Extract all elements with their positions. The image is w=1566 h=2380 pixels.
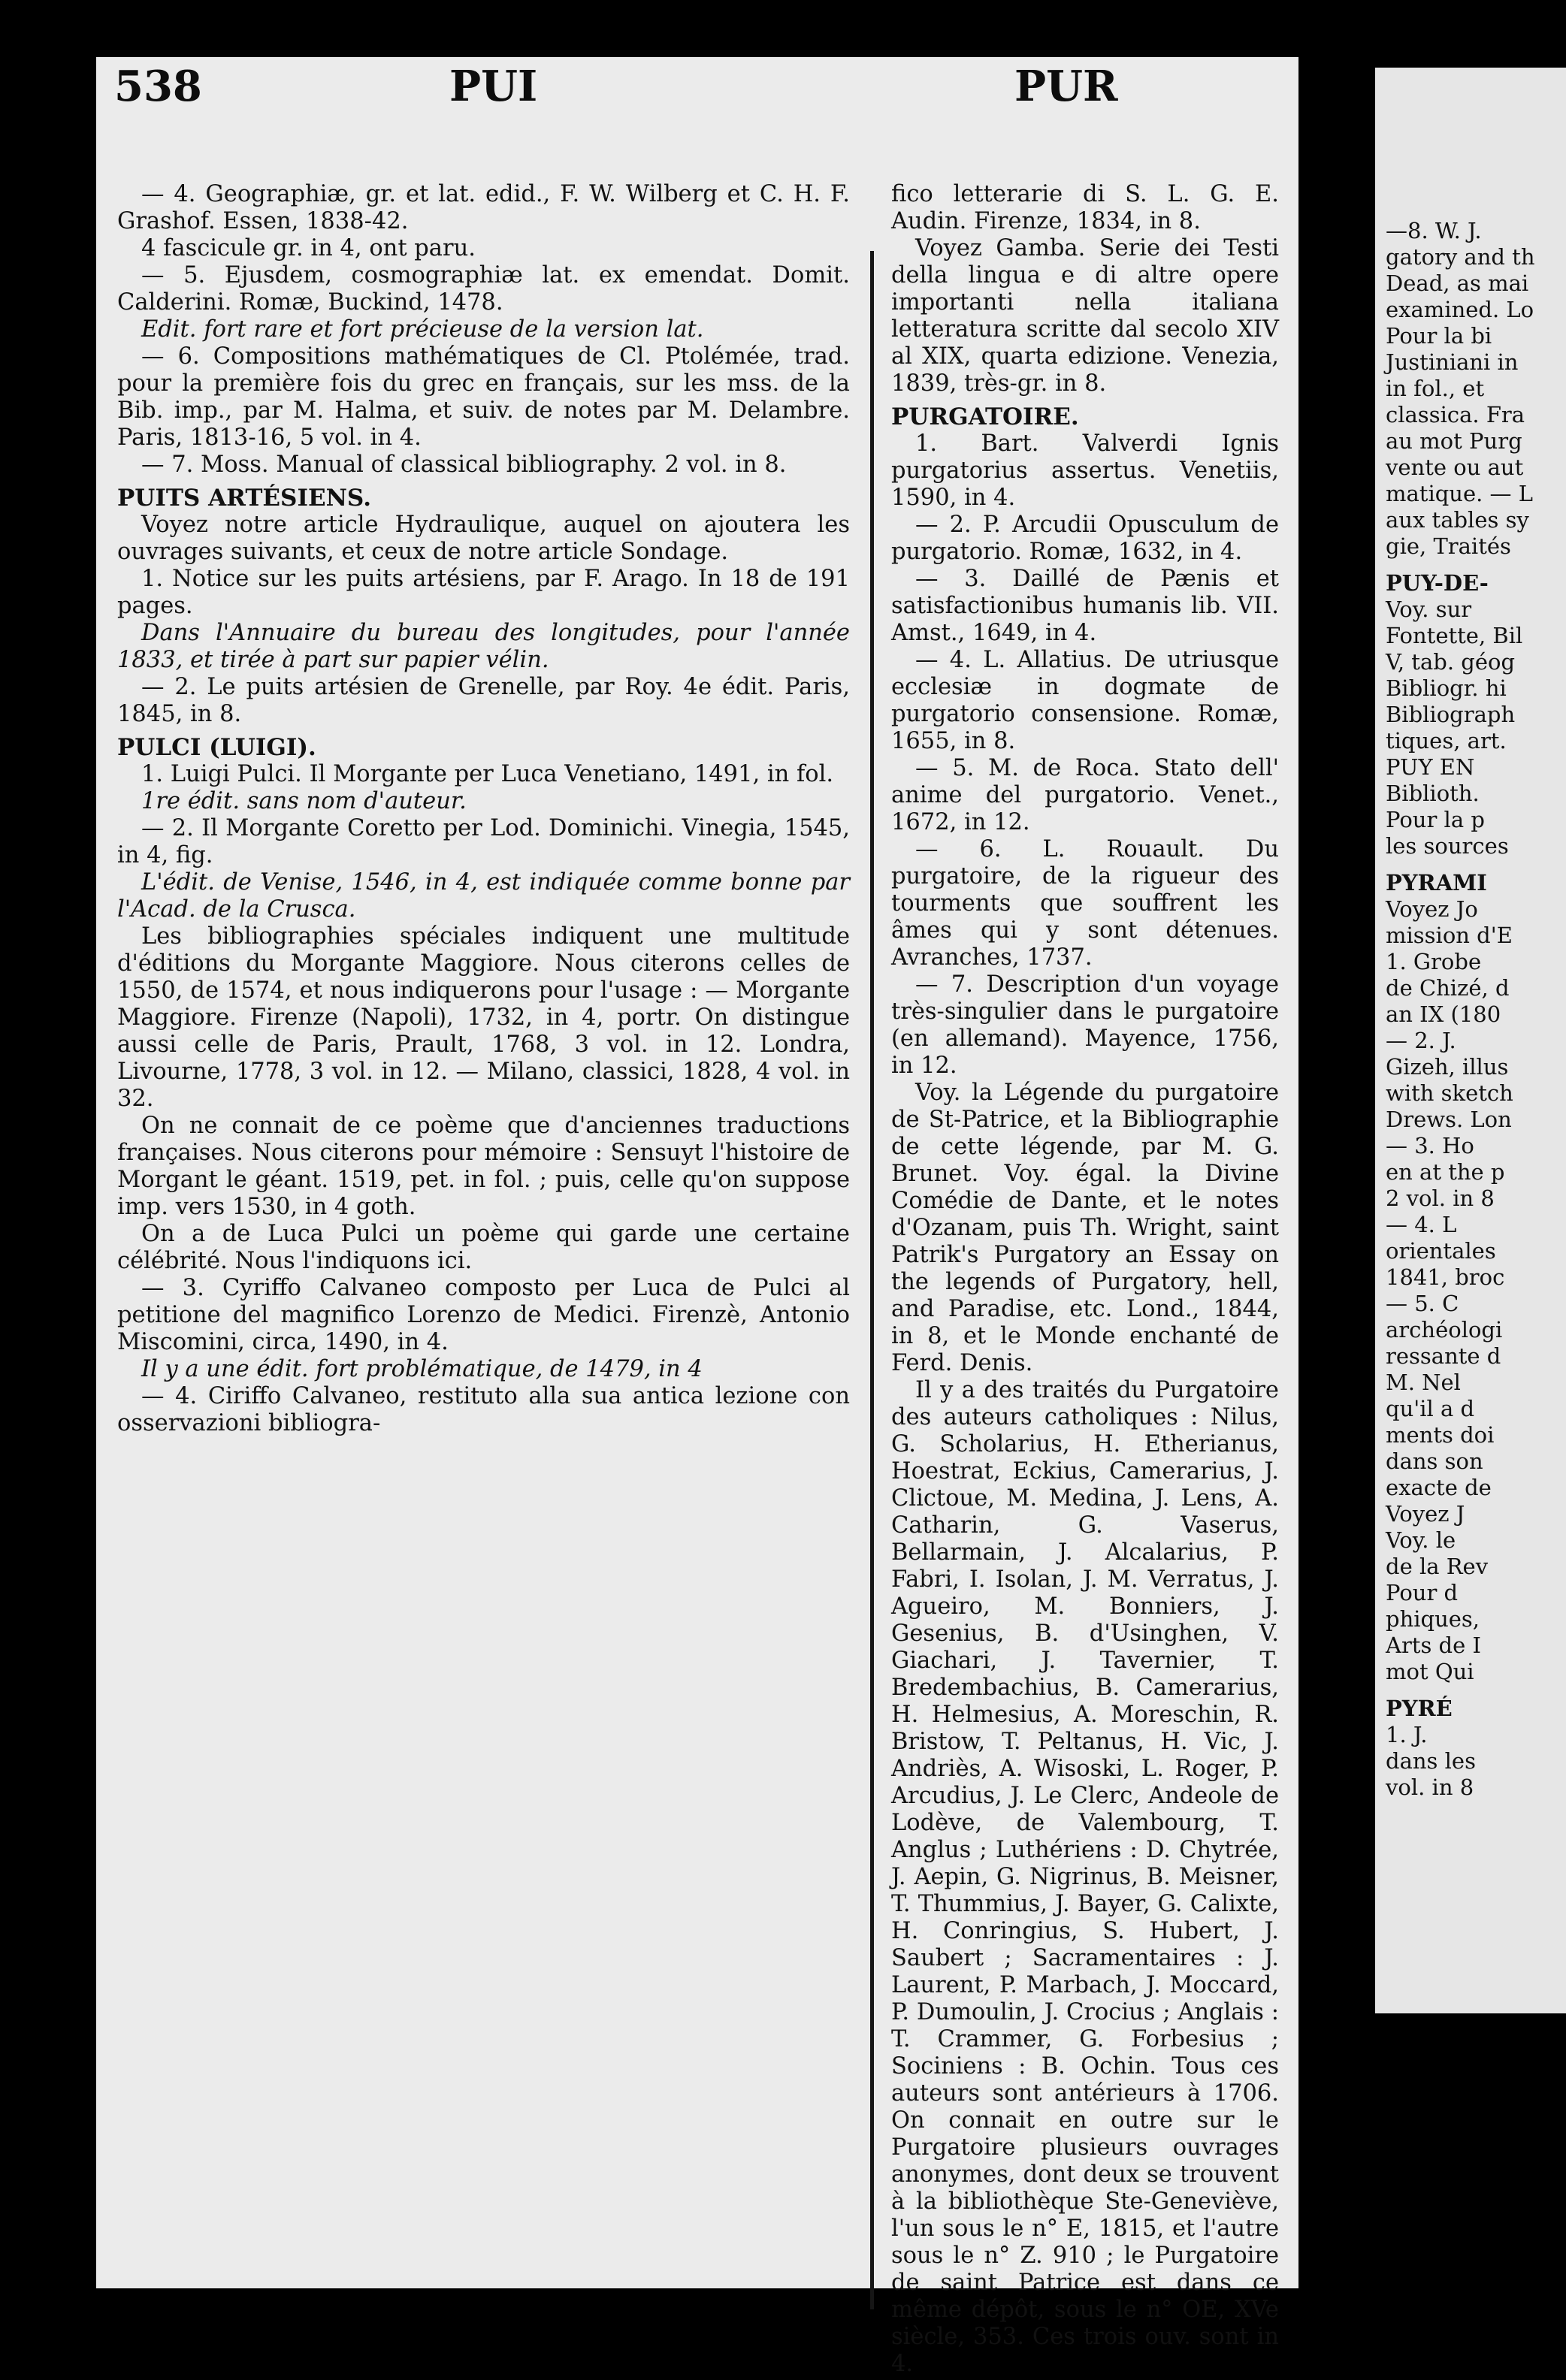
adjacent-page-line: Voy. le bbox=[1386, 1527, 1456, 1553]
adjacent-page-line: V, tab. géog bbox=[1386, 649, 1516, 675]
adjacent-page-line: exacte de bbox=[1386, 1475, 1492, 1500]
adjacent-page-line: Pour la p bbox=[1386, 807, 1485, 832]
adjacent-page-line: aux tables sy bbox=[1386, 507, 1529, 533]
adjacent-page-line: gatory and th bbox=[1386, 244, 1535, 270]
adjacent-page-line: de Chizé, d bbox=[1386, 975, 1510, 1001]
adjacent-page-line: Gizeh, illus bbox=[1386, 1054, 1509, 1080]
adjacent-page-line: Dead, as mai bbox=[1386, 270, 1529, 296]
adjacent-page-line: en at the p bbox=[1386, 1159, 1505, 1185]
adjacent-page-line: classica. Fra bbox=[1386, 402, 1525, 427]
adjacent-page-line: ments doi bbox=[1386, 1422, 1495, 1448]
entry-paragraph: Edit. fort rare et fort précieuse de la version lat. bbox=[141, 316, 704, 343]
entry-paragraph: Voy. la Légende du purgatoire de St-Patrice, et la Bibliographie de cette légende, par M. G. Brunet. Voy. égal. la Divine Comédie de Dante, et le notes d'Ozanam, puis Th. Wright, saint Patrik's Purgatory an Essay on the legends of Purgatory, hell, and Paradise, etc. Lond., 1844, in 8, et le Monde enchanté de Ferd. Denis. bbox=[891, 1080, 1279, 1376]
entry-paragraph: — 7. Moss. Manual of classical bibliography. 2 vol. in 8. bbox=[141, 452, 787, 478]
adjacent-page-line: vente ou aut bbox=[1386, 455, 1524, 480]
adjacent-page-line: dans les bbox=[1386, 1748, 1476, 1774]
entry-heading: PURGATOIRE. bbox=[891, 403, 1079, 430]
entry-paragraph: Voyez notre article Hydraulique, auquel on ajoutera les ouvrages suivants, et ceux de notre article Sondage. bbox=[117, 512, 850, 565]
column-divider bbox=[870, 251, 874, 2309]
adjacent-page-line: 2 vol. in 8 bbox=[1386, 1185, 1495, 1211]
adjacent-page-line: — 2. J. bbox=[1386, 1028, 1456, 1053]
adjacent-page-line: PYRAMI bbox=[1386, 870, 1487, 896]
page-number: 538 bbox=[114, 62, 202, 111]
book-page bbox=[96, 57, 1298, 2377]
entry-paragraph: — 5. M. de Roca. Stato dell' anime del purgatorio. Venet., 1672, in 12. bbox=[891, 755, 1279, 835]
adjacent-page-line: — 3. Ho bbox=[1386, 1133, 1474, 1158]
adjacent-page-line: gie, Traités bbox=[1386, 533, 1511, 559]
entry-paragraph: — 7. Description d'un voyage très-singulier dans le purgatoire (en allemand). Mayence, 1756, in 12. bbox=[891, 971, 1279, 1079]
adjacent-page-line: examined. Lo bbox=[1386, 297, 1534, 322]
adjacent-page-line: Voy. sur bbox=[1386, 597, 1472, 622]
entry-paragraph: — 4. Geographiæ, gr. et lat. edid., F. W. Wilberg et C. H. F. Grashof. Essen, 1838-42. bbox=[117, 181, 850, 234]
entry-paragraph: Voyez Gamba. Serie dei Testi della lingua e di altre opere importanti nella italiana letteratura scritte dal secolo XIV al XIX, quarta edizione. Venezia, 1839, très-gr. in 8. bbox=[891, 235, 1279, 397]
entry-paragraph: 1. Luigi Pulci. Il Morgante per Luca Venetiano, 1491, in fol. bbox=[141, 761, 834, 787]
entry-paragraph: — 4. L. Allatius. De utriusque ecclesiæ in dogmate de purgatorio consensione. Romæ, 1655, in 8. bbox=[891, 647, 1279, 754]
adjacent-page-line: Drews. Lon bbox=[1386, 1107, 1512, 1132]
entry-paragraph: — 3. Daillé de Pænis et satisfactionibus humanis lib. VII. Amst., 1649, in 4. bbox=[891, 566, 1279, 646]
adjacent-page-line: Bibliograph bbox=[1386, 702, 1516, 727]
adjacent-page-line: 1. J. bbox=[1386, 1722, 1428, 1747]
adjacent-page-line: PYRÉ bbox=[1386, 1696, 1453, 1721]
entry-paragraph: — 2. P. Arcudii Opusculum de purgatorio. Romæ, 1632, in 4. bbox=[891, 512, 1279, 565]
adjacent-page-line: phiques, bbox=[1386, 1606, 1480, 1632]
entry-paragraph: Dans l'Annuaire du bureau des longitudes, pour l'année 1833, et tirée à part sur papier vélin. bbox=[117, 620, 850, 673]
entry-paragraph: — 4. Ciriffo Calvaneo, restituto alla sua antica lezione con osservazioni bibliogra- bbox=[117, 1383, 850, 1436]
adjacent-page-line: 1. Grobe bbox=[1386, 949, 1482, 974]
adjacent-page-line: dans son bbox=[1386, 1448, 1483, 1474]
left-column bbox=[117, 181, 850, 1437]
entry-paragraph: 1. Notice sur les puits artésiens, par F. Arago. In 18 de 191 pages. bbox=[117, 566, 850, 619]
adjacent-page-line: Pour la bi bbox=[1386, 323, 1492, 349]
adjacent-page-line: Voyez J bbox=[1386, 1501, 1465, 1527]
adjacent-page-line: Justiniani in bbox=[1386, 349, 1519, 375]
entry-paragraph: 1. Bart. Valverdi Ignis purgatorius assertus. Venetiis, 1590, in 4. bbox=[891, 430, 1279, 511]
entry-paragraph: — 6. Compositions mathématiques de Cl. Ptolémée, trad. pour la première fois du grec en français, sur les mss. de la Bib. imp., par M. Halma, et suiv. de notes par M. Delambre. Paris, 1813-16, 5 vol. in 4. bbox=[117, 343, 850, 451]
entry-paragraph: 4 fascicule gr. in 4, ont paru. bbox=[141, 235, 476, 261]
entry-paragraph: Il y a des traités du Purgatoire des auteurs catholiques : Nilus, G. Scholarius, H. Etherianus, Hoestrat, Eckius, Camerarius, J. Clictoue, M. Medina, J. Lens, A. Catharin, G. Vaserus, Bellarmain, J. Alcalarius, P. Fabri, I. Isolan, J. M. Verratus, J. Agueiro, M. Bonniers, J. Gesenius, B. d'Usinghen, V. Giachari, J. Tavernier, T. Bredembachius, B. Camerarius, H. Helmesius, A. Moreschin, R. Bristow, T. Peltanus, H. Vic, J. Andriès, A. Wisoski, L. Roger, P. Arcudius, J. Le Clerc, Andeole de Lodève, de Valembourg, T. Anglus ; Luthériens : D. Chytrée, J. Aepin, G. Nigrinus, B. Meisner, T. Thummius, J. Bayer, G. Calixte, H. Conringius, S. Hubert, J. Saubert ; Sacramentaires : J. Laurent, P. Marbach, J. Moccard, P. Dumoulin, J. Crocius ; Anglais : T. Crammer, G. Forbesius ; Sociniens : B. Ochin. Tous ces auteurs sont antérieurs à 1706. On connait en outre sur le Purgatoire plusieurs ouvrages anonymes, dont deux se trouvent à la bibliothèque Ste-Geneviève, l'un sous le n° E, 1815, et l'autre sous le n° Z. 910 ; le Purgatoire de saint Patrice est dans ce même dépôt, sous le n° OE, XVe siècle, 353. Ces trois ouv. sont in 4. bbox=[891, 1377, 1279, 2377]
running-head-left: PUI bbox=[449, 62, 538, 111]
entry-paragraph: On ne connait de ce poème que d'anciennes traductions françaises. Nous citerons pour mémoire : Sensuyt l'histoire de Morgant le géant. 1519, pet. in fol. ; puis, celle qu'on suppose imp. vers 1530, in 4 goth. bbox=[117, 1113, 850, 1220]
adjacent-page-line: orientales bbox=[1386, 1238, 1496, 1264]
entry-paragraph: fico letterarie di S. L. G. E. Audin. Firenze, 1834, in 8. bbox=[891, 181, 1279, 234]
adjacent-page-line: les sources bbox=[1386, 833, 1509, 859]
entry-paragraph: Il y a une édit. fort problématique, de 1479, in 4 bbox=[141, 1356, 703, 1382]
adjacent-page-line: —8. W. J. bbox=[1386, 218, 1482, 243]
adjacent-page-line: — 4. L bbox=[1386, 1212, 1457, 1237]
entry-paragraph: — 2. Il Morgante Coretto per Lod. Dominichi. Vinegia, 1545, in 4, fig. bbox=[117, 815, 850, 868]
entry-paragraph: On a de Luca Pulci un poème qui garde une certaine célébrité. Nous l'indiquons ici. bbox=[117, 1221, 850, 1274]
adjacent-page-line: archéologi bbox=[1386, 1317, 1503, 1343]
adjacent-page-line: Fontette, Bil bbox=[1386, 623, 1523, 648]
adjacent-page-line: M. Nel bbox=[1386, 1370, 1461, 1395]
adjacent-page-line: Pour d bbox=[1386, 1580, 1459, 1605]
adjacent-page-line: PUY EN bbox=[1386, 754, 1475, 780]
entry-heading: PULCI (LUIGI). bbox=[117, 734, 316, 761]
adjacent-page-line: qu'il a d bbox=[1386, 1396, 1475, 1421]
running-head-right: PUR bbox=[1014, 62, 1118, 111]
adjacent-page-line: with sketch bbox=[1386, 1080, 1513, 1106]
adjacent-page-line: ressante d bbox=[1386, 1343, 1501, 1369]
entry-paragraph: — 5. Ejusdem, cosmographiæ lat. ex emendat. Domit. Calderini. Romæ, Buckind, 1478. bbox=[117, 262, 850, 316]
adjacent-page-line: Arts de I bbox=[1386, 1632, 1481, 1658]
entry-paragraph: L'édit. de Venise, 1546, in 4, est indiquée comme bonne par l'Acad. de la Crusca. bbox=[117, 869, 850, 923]
adjacent-page-line: — 5. C bbox=[1386, 1291, 1459, 1316]
adjacent-page-line: matique. — L bbox=[1386, 481, 1534, 506]
right-column bbox=[891, 181, 1279, 2378]
adjacent-page-line: Biblioth. bbox=[1386, 781, 1480, 806]
entry-paragraph: — 6. L. Rouault. Du purgatoire, de la rigueur des tourments que souffrent les âmes qui y sont détenues. Avranches, 1737. bbox=[891, 836, 1279, 971]
entry-paragraph: 1re édit. sans nom d'auteur. bbox=[141, 788, 467, 814]
adjacent-page-line: mot Qui bbox=[1386, 1659, 1474, 1684]
adjacent-page-line: in fol., et bbox=[1386, 376, 1485, 401]
adjacent-page-line: 1841, broc bbox=[1386, 1264, 1505, 1290]
entry-paragraph: — 2. Le puits artésien de Grenelle, par Roy. 4e édit. Paris, 1845, in 8. bbox=[117, 674, 850, 727]
entry-paragraph: — 3. Cyriffo Calvaneo composto per Luca de Pulci al petitione del magnifico Lorenzo de Medici. Firenzè, Antonio Miscomini, circa, 1490, in 4. bbox=[117, 1275, 850, 1355]
adjacent-page-line: de la Rev bbox=[1386, 1554, 1489, 1579]
entry-heading: PUITS ARTÉSIENS. bbox=[117, 485, 371, 512]
adjacent-page-line: an IX (180 bbox=[1386, 1001, 1501, 1027]
adjacent-page-line: PUY-DE- bbox=[1386, 570, 1489, 596]
adjacent-page-line: Voyez Jo bbox=[1386, 896, 1478, 922]
adjacent-page-line: vol. in 8 bbox=[1386, 1774, 1474, 1800]
entry-paragraph: Les bibliographies spéciales indiquent une multitude d'éditions du Morgante Maggiore. Nous citerons celles de 1550, de 1574, et nous indiquerons pour l'usage : — Morgante Maggiore. Firenze (Napoli), 1732, in 4, portr. On distingue aussi celle de Paris, Prault, 1768, 3 vol. in 12. Londra, Livourne, 1778, 3 vol. in 12. — Milano, classici, 1828, 4 vol. in 32. bbox=[117, 923, 850, 1112]
adjacent-page-line: au mot Purg bbox=[1386, 428, 1522, 454]
adjacent-page-line: mission d'E bbox=[1386, 923, 1513, 948]
adjacent-page-text bbox=[1386, 218, 1566, 1801]
adjacent-page-fragment bbox=[1375, 68, 1566, 2013]
adjacent-page-line: Bibliogr. hi bbox=[1386, 675, 1507, 701]
adjacent-page-line: tiques, art. bbox=[1386, 728, 1507, 754]
